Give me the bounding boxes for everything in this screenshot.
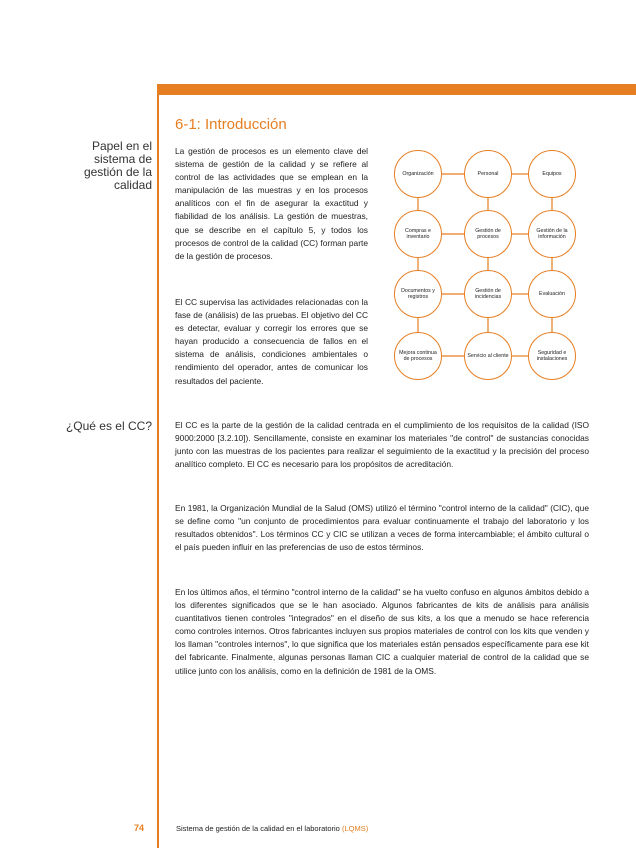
page-number: 74 bbox=[134, 823, 145, 833]
footer-title bbox=[176, 824, 368, 833]
paragraph-ultimos-anos: En los últimos años, el término "control interno de la calidad" se ha vuelto confuso en algunos ámbitos debido a los diferentes significados que se le han asociado. Algunos fabricantes de kits de análisis para análisis cuantitativos tienen controles "integrados" en el diseño de sus kits, a los que a menudo se hace referencia como controles internos. Otros fabricantes incluyen sus propios materiales de control con los kits que venden y los llaman "controles internos", lo que significa que los materiales están pensados específicamente para ese kit del fabricante. Finalmente, algunas personas llaman CIC a cualquier material de control de la calidad que se utilice junto con los análisis, como en la definición de 1981 de la OMS. bbox=[175, 587, 589, 676]
paragraph-cc-definicion: El CC es la parte de la gestión de la calidad centrada en el cumplimiento de los requisitos de la calidad (ISO 9000:2000 [3.2.10]). Sencillamente, consiste en examinar los materiales "de control" de sustancias conocidas junto con las muestras de los pacientes para realizar el seguimiento de la exactitud y la precisión del proceso analítico completo. El CC es necesario para los propósitos de acreditación. bbox=[175, 420, 589, 470]
side-label-que-es-cc: ¿Qué es el CC? bbox=[65, 419, 152, 433]
node-servicio-cliente: Servicio al cliente bbox=[464, 332, 512, 380]
side-label-papel: Papel en el sistema de gestión de la calidad bbox=[83, 139, 152, 192]
node-compras-inventario: Compras e inventario bbox=[394, 210, 442, 258]
margin-rule bbox=[157, 84, 159, 848]
node-gestion-incidencias: Gestión de incidencias bbox=[464, 270, 512, 318]
footer-title-text: Sistema de gestión de la calidad en el laboratorio bbox=[176, 824, 340, 833]
footer-acronym: (LQMS) bbox=[341, 824, 369, 833]
paragraph-oms-1981: En 1981, la Organización Mundial de la Salud (OMS) utilizó el término "control interno de la calidad" (CIC), que se define como "un conjunto de procedimientos para evaluar continuamente el trabajo del laboratorio y los resultados obtenidos". Los términos CC y CIC se utilizan a veces de forma intercambiable; el ámbito cultural o el país pueden influir en las preferencias de uso de estos términos. bbox=[175, 503, 589, 553]
node-evaluacion: Evaluación bbox=[528, 270, 576, 318]
node-personal: Personal bbox=[464, 150, 512, 198]
node-equipos: Equipos bbox=[528, 150, 576, 198]
node-organizacion: Organización bbox=[394, 150, 442, 198]
node-gestion-informacion: Gestión de la información bbox=[528, 210, 576, 258]
section-title: 6-1: Introducción bbox=[175, 116, 287, 133]
header-accent-bar bbox=[157, 84, 636, 95]
node-mejora-continua: Mejora continua de procesos bbox=[394, 332, 442, 380]
quality-system-diagram bbox=[394, 148, 618, 380]
paragraph-intro: La gestión de procesos es un elemento clave del sistema de gestión de la calidad y se refiere al control de las actividades que se emplean en la manipulación de las muestras y en los procesos analíticos con el fin de asegurar la exactitud y fiabilidad de los análisis. La gestión de muestras, que se describe en el capítulo 5, y todos los procesos de control de la calidad (CC) forman parte de la gestión de procesos. bbox=[175, 146, 368, 261]
paragraph-cc-supervisa: El CC supervisa las actividades relacionadas con la fase de (análisis) de las pruebas. El objetivo del CC es detectar, evaluar y corregir los errores que se hayan producido a consecuencia de fallos en el sistema de análisis, condiciones ambientales o rendimiento del operador, antes de comunicar los resultados del paciente. bbox=[175, 297, 368, 386]
node-documentos-registros: Documentos y registros bbox=[394, 270, 442, 318]
node-gestion-procesos: Gestión de procesos bbox=[464, 210, 512, 258]
node-seguridad-instalaciones: Seguridad e instalaciones bbox=[528, 332, 576, 380]
